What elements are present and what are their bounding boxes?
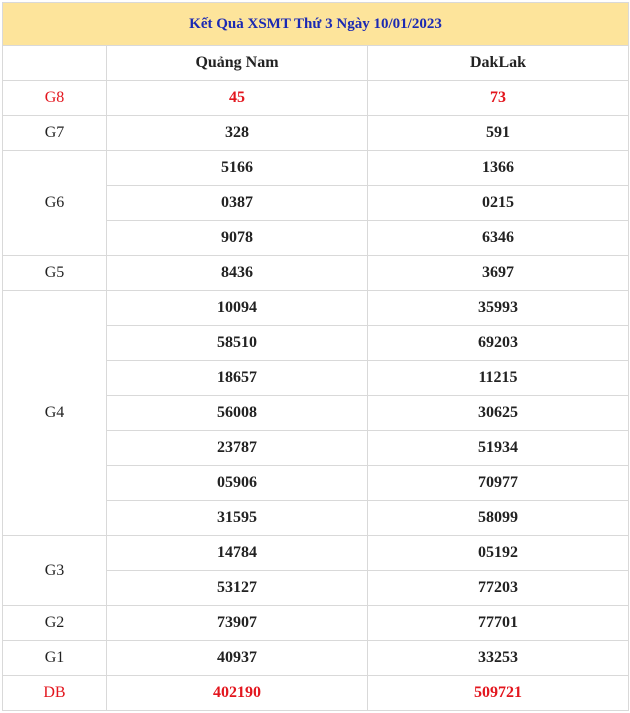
prize-label-g5: G5 xyxy=(3,256,107,291)
prize-number: 30625 xyxy=(368,396,629,431)
header-row xyxy=(3,46,629,81)
prize-row-g8 xyxy=(3,81,629,116)
prize-number: 591 xyxy=(368,116,629,151)
prize-number: 73 xyxy=(368,81,629,116)
prize-number: 0215 xyxy=(368,186,629,221)
title-row xyxy=(3,3,629,46)
prize-number: 45 xyxy=(107,81,368,116)
header-province-2: DakLak xyxy=(368,46,629,81)
prize-number: 23787 xyxy=(107,431,368,466)
prize-row-g6 xyxy=(3,151,629,186)
prize-label-g3: G3 xyxy=(3,536,107,606)
prize-number: 05192 xyxy=(368,536,629,571)
prize-number: 51934 xyxy=(368,431,629,466)
prize-number: 11215 xyxy=(368,361,629,396)
prize-number: 56008 xyxy=(107,396,368,431)
prize-number: 58510 xyxy=(107,326,368,361)
prize-label-g4: G4 xyxy=(3,291,107,536)
prize-number: 3697 xyxy=(368,256,629,291)
prize-row-g3 xyxy=(3,536,629,571)
prize-number: 58099 xyxy=(368,501,629,536)
prize-number: 53127 xyxy=(107,571,368,606)
prize-row-g2 xyxy=(3,606,629,641)
prize-number: 77203 xyxy=(368,571,629,606)
prize-number: 10094 xyxy=(107,291,368,326)
prize-number: 9078 xyxy=(107,221,368,256)
header-blank xyxy=(3,46,107,81)
prize-number: 509721 xyxy=(368,676,629,711)
prize-number: 5166 xyxy=(107,151,368,186)
prize-number: 05906 xyxy=(107,466,368,501)
prize-number: 402190 xyxy=(107,676,368,711)
prize-number: 40937 xyxy=(107,641,368,676)
prize-number: 8436 xyxy=(107,256,368,291)
prize-number: 73907 xyxy=(107,606,368,641)
prize-number: 70977 xyxy=(368,466,629,501)
prize-number: 33253 xyxy=(368,641,629,676)
prize-row-g7 xyxy=(3,116,629,151)
header-province-1: Quảng Nam xyxy=(107,46,368,81)
prize-number: 14784 xyxy=(107,536,368,571)
results-container xyxy=(2,2,628,711)
prize-number: 1366 xyxy=(368,151,629,186)
prize-number: 18657 xyxy=(107,361,368,396)
prize-number: 69203 xyxy=(368,326,629,361)
prize-number: 35993 xyxy=(368,291,629,326)
lottery-results-table xyxy=(2,2,629,711)
prize-number: 77701 xyxy=(368,606,629,641)
prize-label-db: DB xyxy=(3,676,107,711)
table-title: Kết Quả XSMT Thứ 3 Ngày 10/01/2023 xyxy=(3,3,629,46)
prize-number: 31595 xyxy=(107,501,368,536)
prize-row-g5 xyxy=(3,256,629,291)
prize-row-db xyxy=(3,676,629,711)
prize-label-g7: G7 xyxy=(3,116,107,151)
prize-number: 0387 xyxy=(107,186,368,221)
prize-number: 6346 xyxy=(368,221,629,256)
prize-label-g6: G6 xyxy=(3,151,107,256)
prize-row-g4 xyxy=(3,291,629,326)
prize-label-g1: G1 xyxy=(3,641,107,676)
prize-row-g1 xyxy=(3,641,629,676)
prize-label-g2: G2 xyxy=(3,606,107,641)
prize-label-g8: G8 xyxy=(3,81,107,116)
prize-number: 328 xyxy=(107,116,368,151)
